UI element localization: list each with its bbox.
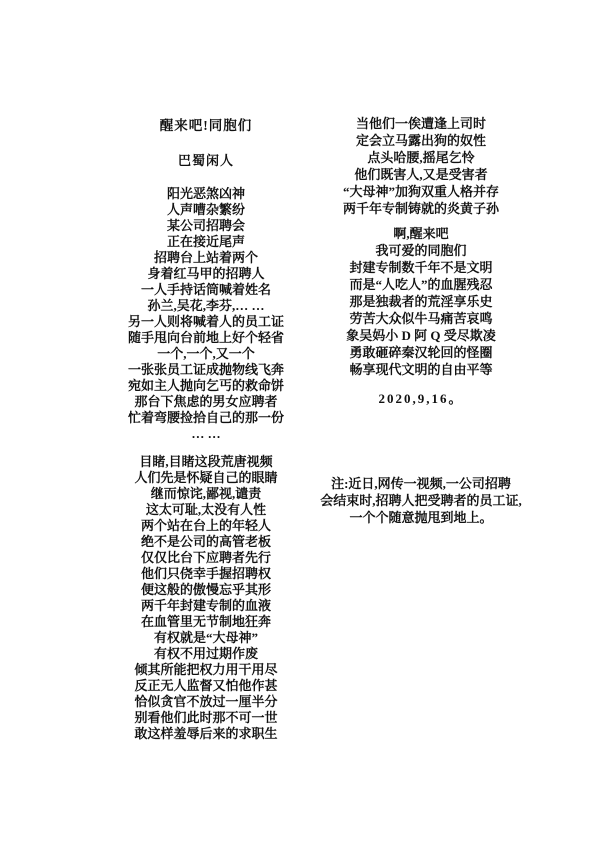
poem-line: 这太可耻,太没有人性 xyxy=(145,502,267,517)
poem-line: 劳苦大众似牛马痛苦哀鸣 xyxy=(349,311,493,326)
poem-line: 人们先是怀疑自己的眼睛 xyxy=(134,470,278,485)
poem-line: 某公司招聘会 xyxy=(166,218,245,233)
poem-line: 那台下焦虑的男女应聘者 xyxy=(134,394,278,409)
poem-title: 醒来吧!同胞们 xyxy=(159,118,253,133)
poem-line: 别看他们此时那不可一世 xyxy=(134,710,278,725)
poem-line: 一个个随意抛甩到地上。 xyxy=(349,510,493,525)
poem-line: 那是独裁者的荒淫享乐史 xyxy=(349,294,493,309)
poem-line: 有权不用过期作废 xyxy=(153,646,258,661)
poem-line: … … xyxy=(191,426,221,441)
poem-line: 便这般的傲慢忘乎其形 xyxy=(140,582,271,597)
poem-line: 会结束时,招聘人把受聘者的员工证, xyxy=(320,493,522,508)
poem-line: 招聘台上站着两个 xyxy=(153,250,258,265)
poem-line: 两千年封建专制的血液 xyxy=(140,598,271,613)
poem-line: 两个站在台上的年轻人 xyxy=(140,518,271,533)
poem-line: 封建专制数千年不是文明 xyxy=(349,260,493,275)
poem-line: 畅享现代文明的自由平等 xyxy=(349,362,493,377)
poem-line: 阳光恶煞凶神 xyxy=(166,186,245,201)
poem-line: 目睹,目睹这段荒唐视频 xyxy=(139,454,273,469)
poem-line: “大母神”加狗双重人格并存 xyxy=(342,184,499,199)
poem-author: 巴蜀闲人 xyxy=(177,153,234,168)
poem-line: 注:近日,网传一视频,一公司招聘 xyxy=(331,476,511,491)
poem-line: 敢这样羞辱后来的求职生 xyxy=(134,726,278,741)
poem-line: 我可爱的同胞们 xyxy=(375,243,467,258)
stanza-right-1 xyxy=(303,115,539,217)
poem-line: 他们既害人,又是受害者 xyxy=(354,167,488,182)
poem-line: 反正无人监督又怕他作甚 xyxy=(134,678,278,693)
poem-date: 2020,9,16。 xyxy=(378,391,464,406)
poem-line: 定会立马露出狗的奴性 xyxy=(355,133,486,148)
poem-line: 象吴妈小 D 阿 Q 受尽欺凌 xyxy=(346,328,496,343)
poem-line: 两千年专制铸就的炎黄子孙 xyxy=(342,201,499,216)
poem-line: 一个,一个,又一个 xyxy=(157,346,255,361)
poem-line: 身着红马甲的招聘人 xyxy=(147,266,265,281)
poem-line: 当他们一俟遭逢上司时 xyxy=(355,116,486,131)
stanza-right-2 xyxy=(303,225,539,378)
poem-line: 忙着弯腰捡拾自己的那一份 xyxy=(127,410,284,425)
footnote xyxy=(303,475,539,526)
poem-line: 随手甩向台前地上好个轻省 xyxy=(127,330,284,345)
poem-line: 在血管里无节制地狂奔 xyxy=(140,614,271,629)
poem-line: 一人手持话筒喊着姓名 xyxy=(140,282,271,297)
poem-line: 倾其所能把权力用干用尽 xyxy=(134,662,278,677)
poem-line: 点头哈腰,摇尾乞怜 xyxy=(367,150,475,165)
poem-line: 仅仅比台下应聘者先行 xyxy=(140,550,271,565)
poem-line: 人声嘈杂繁纷 xyxy=(166,202,245,217)
poem-line: 有权就是“大母神” xyxy=(153,630,258,645)
right-column xyxy=(303,0,539,526)
poem-line: 而是“人吃人”的血腥残忍 xyxy=(349,277,493,292)
poem-line: 宛如主人抛向乞丐的救命饼 xyxy=(127,378,284,393)
poem-line: 另一人则将喊着人的员工证 xyxy=(127,314,284,329)
poem-line: 绝不是公司的高管老板 xyxy=(140,534,271,549)
poem-line: 恰似贪官不放过一厘半分 xyxy=(134,694,278,709)
poem-line: 啊,醒来吧 xyxy=(393,226,449,241)
poem-line: 继而惊诧,鄙视,谴责 xyxy=(150,486,262,501)
poem-line: 一张张员工证成抛物线飞奔 xyxy=(127,362,284,377)
poem-line: 正在接近尾声 xyxy=(166,234,245,249)
poem-line: 勇敢砸碎秦汉轮回的怪圈 xyxy=(349,345,493,360)
poem-line: 他们只侥幸手握招聘权 xyxy=(140,566,271,581)
poem-line: 孙兰,吴花,李芬,… … xyxy=(147,298,265,313)
